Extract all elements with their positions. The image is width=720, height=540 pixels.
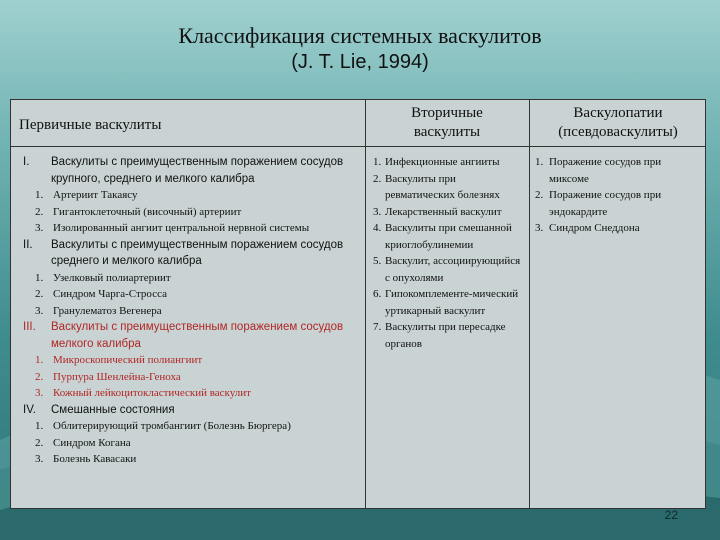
header-secondary: Вторичные васкулиты	[411, 105, 483, 140]
pseudovasculitis-list	[535, 154, 701, 237]
item-number: 2.	[35, 205, 44, 218]
section-heading: Васкулиты с преимущественным поражением сосудов среднего и мелкого калибра	[51, 238, 344, 267]
item-number: 1.	[35, 189, 44, 201]
primary-list-item	[23, 435, 357, 452]
header-pseudo: Васкулопатии (псевдоваскулиты)	[558, 105, 678, 140]
primary-list-item	[23, 385, 357, 402]
column-divider-1	[365, 100, 366, 508]
primary-list-item	[23, 220, 357, 237]
item-text: Облитерирующий тромбангиит (Болезнь Бюргера)	[53, 420, 291, 432]
item-number: 1.	[35, 354, 44, 366]
slide-subtitle: (J. T. Lie, 1994)	[291, 50, 429, 73]
item-number: 2.	[373, 172, 382, 185]
item-text: Гранулематоз Вегенера	[53, 304, 162, 317]
section-number: I.	[23, 156, 30, 168]
pseudo-list-item	[535, 220, 701, 237]
item-number: 2.	[535, 189, 544, 201]
primary-list-item	[23, 418, 357, 435]
secondary-list-item	[373, 204, 523, 221]
item-number: 3.	[35, 387, 44, 399]
item-number: 1.	[35, 420, 44, 432]
item-text: Синдром Снеддона	[549, 222, 640, 234]
secondary-list-item	[373, 171, 523, 204]
item-number: 5.	[373, 255, 382, 267]
item-number: 3.	[35, 304, 44, 317]
slide-title-block	[0, 22, 720, 75]
item-number: 4.	[373, 222, 382, 234]
section-number: III.	[23, 321, 36, 333]
primary-section	[23, 402, 357, 419]
primary-section	[23, 319, 357, 352]
item-number: 1.	[373, 156, 382, 168]
item-text: Узелковый полиартериит	[53, 271, 171, 284]
item-text: Кожный лейкоцитокластический васкулит	[53, 387, 251, 399]
item-number: 3.	[35, 453, 44, 465]
item-text: Артериит Такаясу	[53, 189, 138, 201]
section-heading: Васкулиты с преимущественным поражением сосудов мелкого калибра	[51, 321, 344, 350]
header-divider	[11, 146, 705, 147]
classification-table	[10, 99, 706, 509]
secondary-list-item	[373, 154, 523, 171]
header-primary: Первичные васкулиты	[19, 117, 162, 133]
primary-list-item	[23, 204, 357, 221]
item-text: Васкулит, ассоциирующийся с опухолями	[385, 255, 521, 284]
section-number: IV.	[23, 403, 37, 416]
page-number: 22	[664, 508, 678, 522]
item-number: 3.	[35, 222, 44, 234]
item-text: Васкулиты при смешанной криоглобулинемии	[385, 222, 512, 251]
secondary-list-item	[373, 319, 523, 352]
primary-list-item	[23, 187, 357, 204]
column-divider-2	[529, 100, 530, 508]
item-text: Гигантоклеточный (височный) артериит	[53, 205, 242, 218]
item-text: Синдром Чарга-Стросса	[53, 288, 167, 300]
primary-list-item	[23, 270, 357, 287]
pseudo-list-item	[535, 187, 701, 220]
primary-list-item	[23, 451, 357, 468]
item-number: 1.	[535, 156, 544, 168]
item-text: Синдром Когана	[53, 436, 131, 449]
item-number: 1.	[35, 271, 44, 284]
item-number: 6.	[373, 288, 382, 300]
item-number: 2.	[35, 288, 44, 300]
section-heading: Смешанные состояния	[51, 403, 175, 416]
item-number: 2.	[35, 436, 44, 449]
item-text: Поражение сосудов при эндокардите	[549, 189, 662, 218]
item-number: 3.	[535, 222, 544, 234]
item-text: Гипокомплементе-мический уртикарный васкулит	[385, 288, 519, 317]
item-number: 7.	[373, 321, 382, 333]
primary-list-item	[23, 369, 357, 386]
primary-list-item	[23, 286, 357, 303]
secondary-list-item	[373, 286, 523, 319]
item-number: 3.	[373, 205, 382, 218]
primary-list-item	[23, 352, 357, 369]
secondary-vasculitis-list	[373, 154, 523, 352]
item-text: Васкулиты при пересадке органов	[385, 321, 506, 350]
section-number: II.	[23, 238, 33, 251]
item-text: Болезнь Кавасаки	[53, 453, 137, 465]
item-text: Микроскопический полиангиит	[53, 354, 203, 366]
item-text: Лекарственный васкулит	[385, 205, 502, 218]
primary-list-item	[23, 303, 357, 320]
item-text: Васкулиты при ревматических болезнях	[385, 172, 500, 201]
primary-section	[23, 237, 357, 270]
item-text: Инфекционные ангииты	[385, 156, 500, 168]
pseudo-list-item	[535, 154, 701, 187]
item-text: Пурпура Шенлейна-Геноха	[53, 370, 181, 383]
secondary-list-item	[373, 253, 523, 286]
item-number: 2.	[35, 370, 44, 383]
item-text: Изолированный ангиит центральной нервной системы	[53, 222, 310, 234]
primary-vasculitis-list	[23, 154, 357, 468]
slide-title: Классификация системных васкулитов	[178, 23, 542, 48]
secondary-list-item	[373, 220, 523, 253]
section-heading: Васкулиты с преимущественным поражением сосудов крупного, среднего и мелкого калибра	[51, 156, 344, 185]
primary-section	[23, 154, 357, 187]
item-text: Поражение сосудов при миксоме	[549, 156, 662, 185]
